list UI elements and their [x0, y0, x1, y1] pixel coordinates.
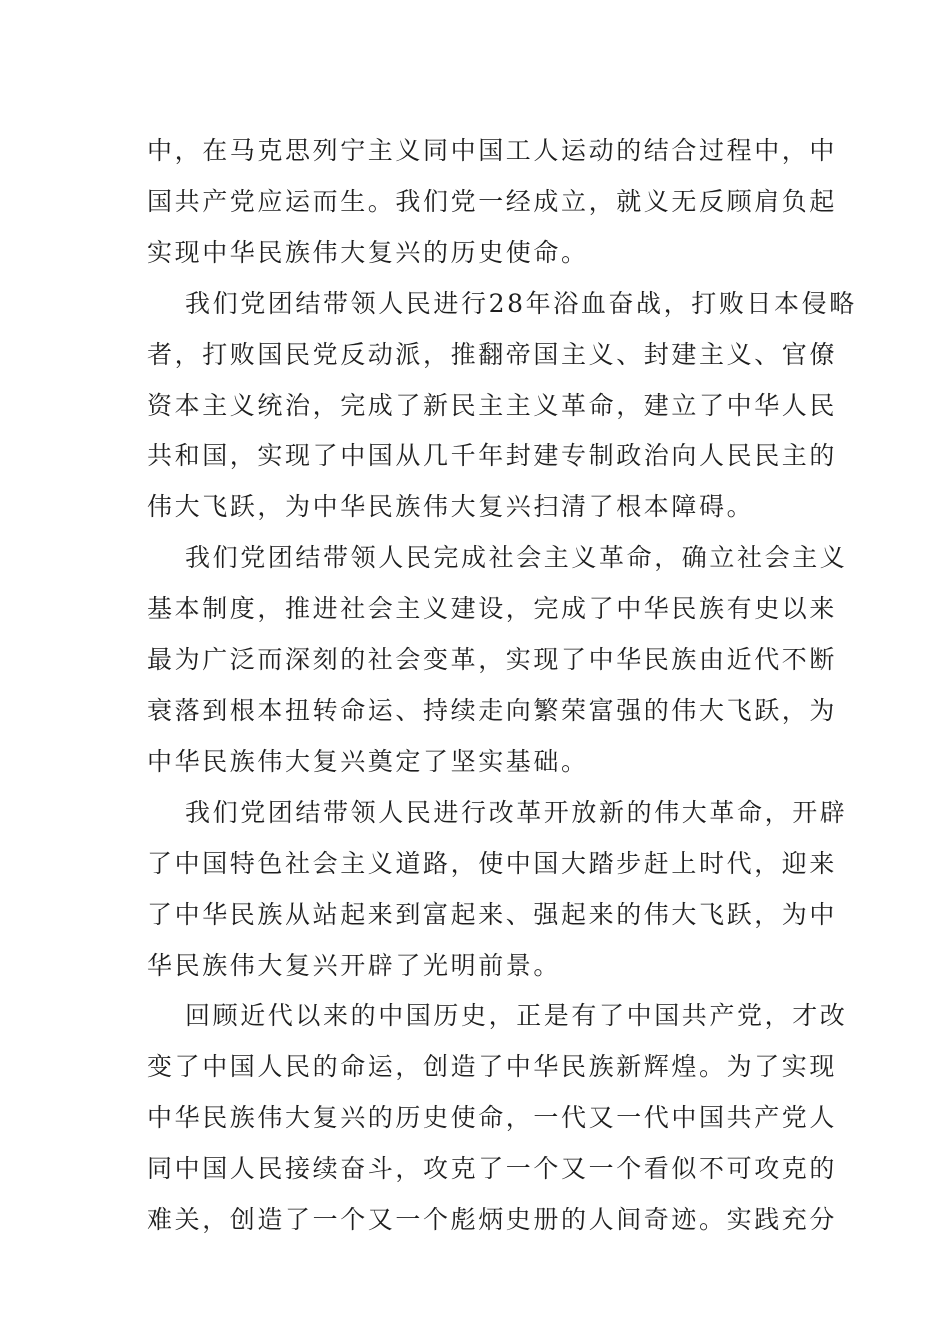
paragraph-socialist-revolution [147, 533, 848, 788]
text-line: 难关，创造了一个又一个彪炳史册的人间奇迹。实践充分 [147, 1205, 838, 1235]
text-line: 实现中华民族伟大复兴的历史使命。 [147, 237, 589, 267]
text-line: 中，在马克思列宁主义同中国工人运动的结合过程中，中 [147, 136, 838, 165]
text-line: 回顾近代以来的中国历史，正是有了中国共产党，才改 [185, 1001, 848, 1031]
text-line: 最为广泛而深刻的社会变革，实现了中华民族由近代不断 [147, 645, 838, 675]
text-line: 伟大飞跃，为中华民族伟大复兴扫清了根本障碍。 [147, 492, 755, 522]
text-line: 华民族伟大复兴开辟了光明前景。 [147, 950, 562, 980]
text-line: 我们党团结带领人民进行28年浴血奋战，打败日本侵略 [185, 288, 857, 318]
document-body [147, 126, 857, 1246]
text-line: 了中国特色社会主义道路，使中国大踏步赶上时代，迎来 [147, 848, 838, 878]
text-line: 我们党团结带领人民完成社会主义革命，确立社会主义 [185, 543, 848, 573]
text-line: 基本制度，推进社会主义建设，完成了中华民族有史以来 [147, 594, 838, 624]
text-line: 中华民族伟大复兴奠定了坚实基础。 [147, 746, 589, 776]
paragraph-reform-opening-up [147, 788, 848, 992]
text-line: 中华民族伟大复兴的历史使命，一代又一代中国共产党人 [147, 1103, 838, 1133]
paragraph-historical-review [147, 991, 848, 1246]
paragraph-continuation [147, 126, 838, 279]
text-line: 共和国，实现了中国从几千年封建专制政治向人民民主的 [147, 441, 838, 471]
text-line: 了中华民族从站起来到富起来、强起来的伟大飞跃，为中 [147, 899, 838, 929]
text-line: 资本主义统治，完成了新民主主义革命，建立了中华人民 [147, 390, 838, 420]
text-line: 我们党团结带领人民进行改革开放新的伟大革命，开辟 [185, 797, 848, 827]
text-line: 衰落到根本扭转命运、持续走向繁荣富强的伟大飞跃，为 [147, 695, 838, 725]
text-line: 变了中国人民的命运，创造了中华民族新辉煌。为了实现 [147, 1052, 838, 1082]
paragraph-new-democratic-revolution [147, 279, 857, 534]
text-line: 同中国人民接续奋斗，攻克了一个又一个看似不可攻克的 [147, 1154, 838, 1184]
text-line: 者，打败国民党反动派，推翻帝国主义、封建主义、官僚 [147, 339, 838, 369]
text-line: 国共产党应运而生。我们党一经成立，就义无反顾肩负起 [147, 186, 838, 216]
